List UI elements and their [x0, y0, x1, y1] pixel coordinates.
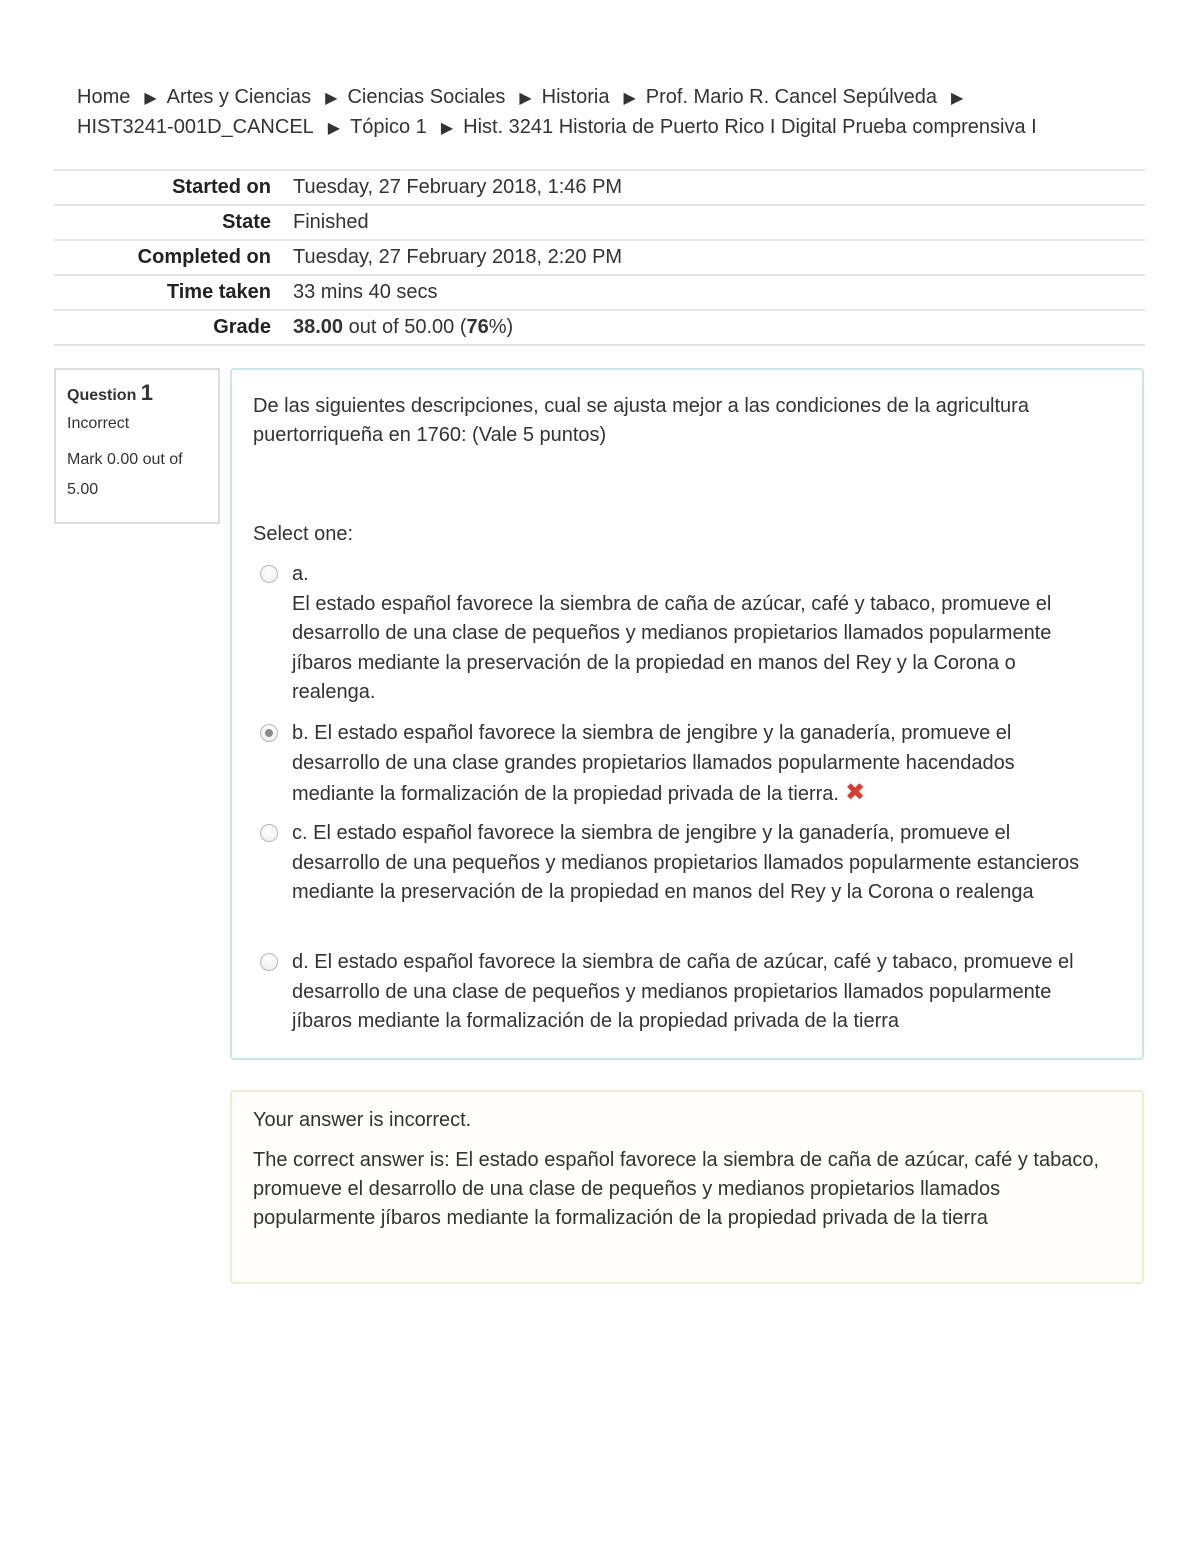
question-info: [54, 368, 220, 524]
summary-value: 33 mins 40 secs: [293, 281, 438, 303]
option-text: El estado español favorece la siembra de caña de azúcar, café y tabaco, promueve el desarrollo de una clase de pequeños y medianos propietarios llamados popularmente jíbaros mediante la preservación de la propiedad en manos del Rey y la Corona o realenga.: [292, 592, 1052, 703]
breadcrumb-topico[interactable]: Tópico 1: [350, 116, 427, 138]
breadcrumb-course[interactable]: HIST3241-001D_CANCEL: [77, 116, 314, 138]
option-text: El estado español favorece la siembra de jengibre y la ganadería, promueve el desarrollo de una pequeños y medianos propietarios llamados popularmente estancieros mediante la preservación de la propiedad en manos del Rey y la Corona o realenga: [292, 822, 1080, 903]
radio-button[interactable]: [260, 953, 278, 971]
summary-value: Tuesday, 27 February 2018, 2:20 PM: [293, 246, 623, 268]
attempt-summary-table: [54, 169, 1145, 346]
question-number: [67, 380, 207, 406]
cross-icon: ✖: [844, 779, 866, 806]
breadcrumb-quiz[interactable]: Hist. 3241 Historia de Puerto Rico I Digital Prueba comprensiva I: [463, 116, 1037, 138]
triangle-right-icon: ▶: [440, 120, 454, 137]
triangle-right-icon: ▶: [327, 120, 341, 137]
summary-label: State: [222, 211, 271, 233]
radio-button-selected[interactable]: [260, 724, 278, 742]
breadcrumb-professor[interactable]: Prof. Mario R. Cancel Sepúlveda: [645, 86, 938, 108]
option-letter: b.: [292, 722, 309, 744]
answer-option-b[interactable]: [260, 719, 1090, 810]
summary-row-state: [54, 205, 1145, 240]
option-letter: a.: [292, 563, 309, 585]
triangle-right-icon: ▶: [951, 90, 964, 107]
radio-button[interactable]: [260, 824, 278, 842]
grade-value: [291, 310, 1145, 345]
summary-label: Time taken: [166, 281, 271, 303]
summary-row-completed: [54, 240, 1145, 275]
grade-rest: out of 50.00 (: [343, 316, 467, 338]
select-one-prompt: Select one:: [253, 523, 354, 545]
grade-percent: 76: [466, 316, 489, 338]
summary-row-grade: [54, 310, 1145, 345]
question-text: De las siguientes descripciones, cual se ajusta mejor a las condiciones de la agricultura puertorriqueña en 1760: (Vale 5 puntos): [253, 395, 1029, 446]
summary-row-started: [54, 170, 1145, 205]
radio-button[interactable]: [260, 565, 278, 583]
breadcrumb-home[interactable]: Home: [77, 86, 131, 108]
option-body[interactable]: [292, 560, 1090, 708]
question-label: Question: [67, 387, 137, 404]
summary-row-time: [54, 275, 1145, 310]
question-outcome: [230, 1090, 1144, 1284]
question-number-value: 1: [140, 380, 154, 405]
option-text: El estado español favorece la siembra de jengibre y la ganadería, promueve el desarrollo de una clase grandes propietarios llamados popularmente hacendados mediante la formalización de la propiedad privada de la tierra.: [292, 722, 1015, 805]
summary-value: Finished: [293, 211, 369, 233]
option-body[interactable]: [292, 819, 1090, 908]
answer-option-d[interactable]: [260, 948, 1090, 1037]
triangle-right-icon: ▶: [144, 90, 157, 107]
triangle-right-icon: ▶: [623, 90, 636, 107]
feedback-text: Your answer is incorrect.: [253, 1109, 472, 1131]
breadcrumb: [77, 83, 1157, 143]
breadcrumb-artes-y-ciencias[interactable]: Artes y Ciencias: [166, 86, 312, 108]
summary-value: Tuesday, 27 February 2018, 1:46 PM: [293, 176, 623, 198]
option-letter: c.: [292, 822, 308, 844]
question-mark: Mark 0.00 out of 5.00: [67, 451, 183, 498]
option-text: El estado español favorece la siembra de caña de azúcar, café y tabaco, promueve el desarrollo de una clase de pequeños y medianos propietarios llamados popularmente jíbaros mediante la formalización de la propiedad privada de la tierra: [292, 951, 1074, 1032]
summary-label: Completed on: [137, 246, 271, 268]
grade-score: 38.00: [293, 316, 344, 338]
answer-option-c[interactable]: [260, 819, 1090, 908]
grade-end: %): [488, 316, 514, 338]
question-formulation: [230, 368, 1144, 1060]
breadcrumb-ciencias-sociales[interactable]: Ciencias Sociales: [347, 86, 506, 108]
breadcrumb-historia[interactable]: Historia: [541, 86, 610, 108]
correct-answer-text: The correct answer is: El estado español favorece la siembra de caña de azúcar, café y tabaco, promueve el desarrollo de una clase de pequeños y medianos propietarios llamados popularmente jíbaros mediante la formalización de la propiedad privada de la tierra: [253, 1149, 1100, 1229]
question-state: Incorrect: [67, 415, 130, 432]
option-body[interactable]: [292, 948, 1090, 1037]
triangle-right-icon: ▶: [519, 90, 532, 107]
option-body[interactable]: [292, 719, 1090, 810]
option-letter: d.: [292, 951, 309, 973]
summary-label: Grade: [213, 316, 271, 338]
summary-label: Started on: [172, 176, 271, 198]
answer-option-a[interactable]: [260, 560, 1090, 708]
triangle-right-icon: ▶: [325, 90, 338, 107]
